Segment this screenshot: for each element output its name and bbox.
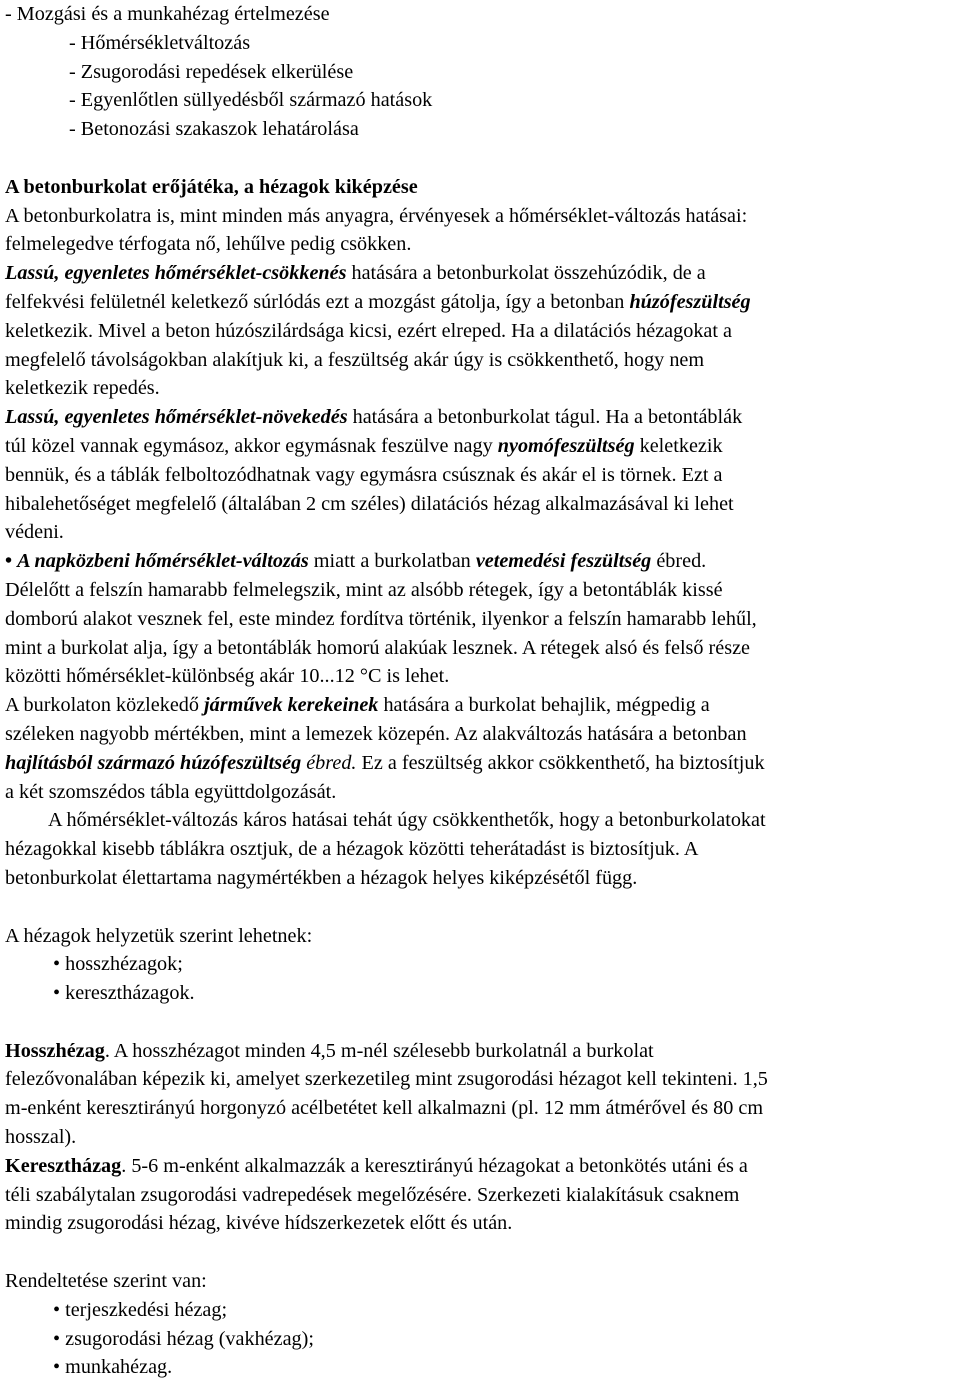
- paragraph-text: A burkolaton közlekedő: [5, 694, 205, 717]
- list-heading: - Mozgási és a munkahézag értelmezése: [5, 3, 330, 25]
- bullet-glyph: •: [5, 550, 18, 573]
- paragraph-line: bennük, és a táblák felboltozódhatnak vagy egymásra csúsznak és akár el is törnek. Ezt a: [5, 463, 723, 486]
- emphasis-text: nyomófeszültség: [497, 434, 635, 457]
- paragraph-line: [5, 288, 955, 317]
- emphasis-text: járművek kerekeinek: [204, 694, 379, 717]
- paragraph-text: túl közel vannak egymásoz, akkor egymásnak feszülve nagy: [5, 434, 498, 457]
- list-item: - Hőmérsékletváltozás: [69, 31, 251, 54]
- list-item: • munkahézag.: [53, 1356, 173, 1379]
- spacer: [5, 893, 955, 922]
- paragraph-line: felmelegedve térfogata nő, lehűlve pedig csökken.: [5, 233, 412, 256]
- paragraph-line: széleken nagyobb mértékben, mint a lemezek közepén. Az alakváltozás hatására a betonban: [5, 722, 747, 745]
- paragraph-line: hibalehetőséget megfelelő (általában 2 cm széles) dilatációs hézag alkalmazásával ki lehet: [5, 492, 734, 515]
- list-item: - Zsugorodási repedések elkerülése: [69, 60, 354, 83]
- emphasis-text: Lassú, egyenletes hőmérséklet-növekedés: [5, 406, 348, 429]
- list-item: • keresztházagok.: [53, 982, 195, 1005]
- list-intro: A hézagok helyzetük szerint lehetnek:: [5, 924, 313, 947]
- paragraph-text: keletkezik: [634, 434, 723, 457]
- spacer: [5, 1238, 955, 1267]
- list-item: • hosszhézagok;: [53, 953, 183, 976]
- italic-text: ébred.: [301, 751, 357, 774]
- spacer: [5, 1008, 955, 1037]
- paragraph-line: hosszal).: [5, 1126, 77, 1149]
- paragraph-line: [5, 259, 955, 288]
- paragraph-line: A hőmérséklet-változás káros hatásai tehát úgy csökkenthetők, hogy a betonburkolatokat: [48, 809, 766, 832]
- paragraph-line: m-enként keresztirányú horgonyzó acélbetétet kell alkalmazni (pl. 12 mm átmérővel és 80 cm: [5, 1097, 764, 1120]
- paragraph-line: [5, 749, 955, 778]
- document-page: [5, 0, 955, 1382]
- paragraph-line: [5, 432, 955, 461]
- paragraph-text: felfekvési felületnél keletkező súrlódás ezt a mozgást gátolja, így a betonban: [5, 290, 630, 313]
- paragraph-line: közötti hőmérséklet-különbség akár 10...12 °C is lehet.: [5, 665, 450, 688]
- paragraph-line: megfelelő távolságokban alakítjuk ki, a feszültség akár úgy is csökkenthető, hogy nem: [5, 348, 705, 371]
- paragraph-text: . 5-6 m-enként alkalmazzák a keresztirányú hézagokat a betonkötés utáni és a: [121, 1154, 748, 1177]
- paragraph-text: hatására a burkolat behajlik, mégpedig a: [378, 694, 710, 717]
- paragraph-text: . A hosszhézagot minden 4,5 m-nél szélesebb burkolatnál a burkolat: [104, 1039, 654, 1062]
- list-item: • zsugorodási hézag (vakhézag);: [53, 1327, 314, 1350]
- paragraph-line: hézagokkal kisebb táblákra osztjuk, de a hézagok közötti teherátadást is biztosítjuk. A: [5, 838, 699, 861]
- emphasis-text: A napközbeni hőmérséklet-változás: [17, 550, 309, 573]
- paragraph-line: [5, 691, 955, 720]
- spacer: [5, 144, 955, 173]
- paragraph-line: téli szabálytalan zsugorodási vadrepedések megelőzésére. Szerkezeti kialakításuk csaknem: [5, 1183, 740, 1206]
- emphasis-text: vetemedési feszültség: [475, 550, 652, 573]
- paragraph-line: [5, 1037, 955, 1066]
- paragraph-line: [5, 1152, 955, 1181]
- paragraph-line: a két szomszédos tábla együttdolgozását.: [5, 780, 337, 803]
- paragraph-text: ébred.: [651, 550, 707, 573]
- emphasis-text: hajlításból származó húzófeszültség: [5, 751, 302, 774]
- paragraph-line: domború alakot vesznek fel, este mindez fordítva történik, ilyenkor a felszín hamarabb lehűl,: [5, 607, 757, 630]
- paragraph-line: mint a burkolat alja, így a betontáblák homorú alakúak lesznek. A rétegek alsó és felső része: [5, 636, 751, 659]
- paragraph-line: A betonburkolatra is, mint minden más anyagra, érvényesek a hőmérséklet-változás hatásai:: [5, 204, 748, 227]
- emphasis-text: húzófeszültség: [629, 290, 751, 313]
- paragraph-line: Délelőtt a felszín hamarabb felmelegszik, mint az alsóbb rétegek, így a betontáblák kissé: [5, 578, 723, 601]
- paragraph-text: miatt a burkolatban: [308, 550, 476, 573]
- list-item: • terjeszkedési hézag;: [53, 1298, 228, 1321]
- section-title: A betonburkolat erőjátéka, a hézagok kiképzése: [5, 175, 418, 198]
- paragraph-text: Ez a feszültség akkor csökkenthető, ha biztosítjuk: [356, 751, 765, 774]
- paragraph-line: védeni.: [5, 521, 64, 544]
- paragraph-text: hatására a betonburkolat összehúzódik, de a: [346, 262, 706, 285]
- paragraph-line: keletkezik repedés.: [5, 377, 160, 400]
- paragraph-line: felezővonalában képezik ki, amelyet szerkezetileg mint zsugorodási hézagot kell tekinteni. 1,5: [5, 1068, 768, 1091]
- paragraph-text: hatására a betonburkolat tágul. Ha a betontáblák: [347, 406, 743, 429]
- list-intro: Rendeltetése szerint van:: [5, 1270, 207, 1293]
- list-item: - Egyenlőtlen süllyedésből származó hatások: [69, 89, 433, 112]
- list-item: - Betonozási szakaszok lehatárolása: [69, 118, 359, 141]
- emphasis-text: Lassú, egyenletes hőmérséklet-csökkenés: [5, 262, 347, 285]
- term-label: Hosszhézag: [5, 1039, 105, 1062]
- paragraph-line: [5, 403, 955, 432]
- term-label: Keresztházag: [5, 1154, 122, 1177]
- paragraph-line: [5, 547, 955, 576]
- paragraph-line: mindig zsugorodási hézag, kivéve hídszerkezetek előtt és után.: [5, 1212, 513, 1235]
- paragraph-line: betonburkolat élettartama nagymértékben a hézagok helyes kiképzésétől függ.: [5, 866, 638, 889]
- paragraph-line: keletkezik. Mivel a beton húzószilárdsága kicsi, ezért elreped. Ha a dilatációs hézagokat a: [5, 319, 732, 342]
